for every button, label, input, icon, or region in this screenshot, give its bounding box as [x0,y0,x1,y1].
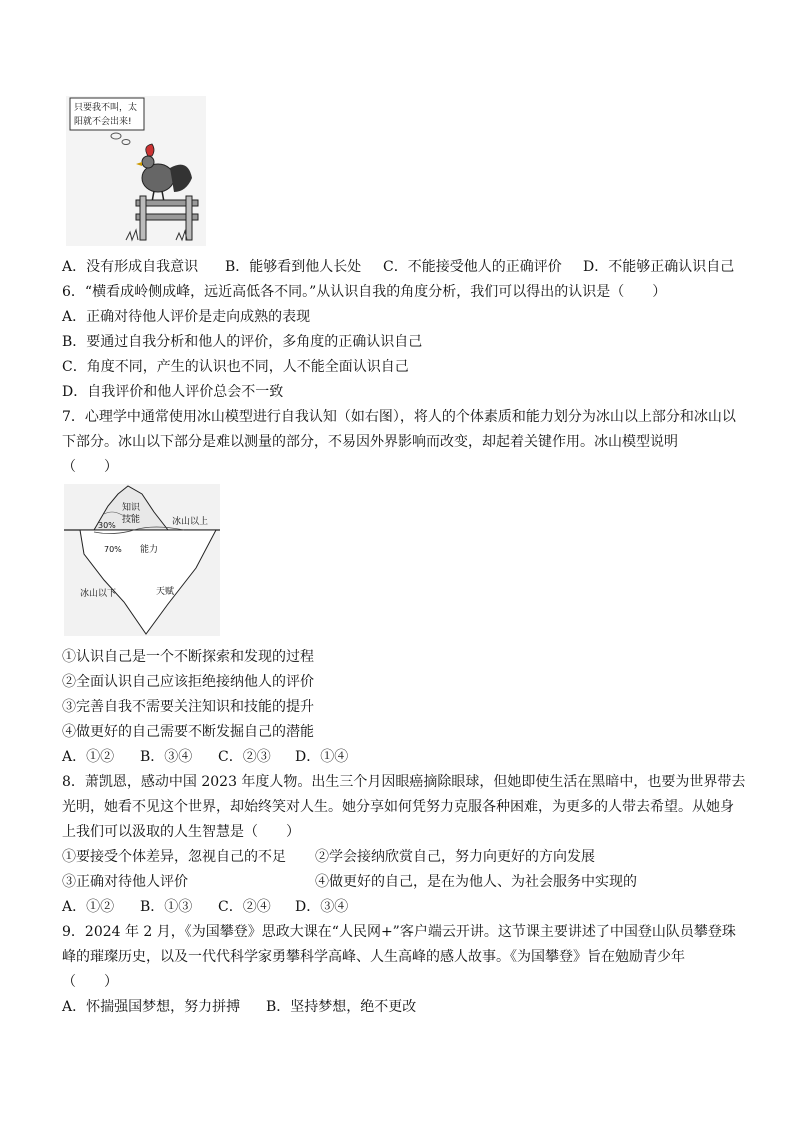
q6-stem: 6．“横看成岭侧成峰，远近高低各不同。”从认识自我的角度分析，我们可以得出的认识是（ ） [62,284,667,300]
iceberg-label-skill: 技能 [122,515,141,525]
q8-stem-line1: 8．萧凯恩，感动中国 2023 年度人物。出生三个月因眼癌摘除眼球，但她即使生活在黑暗中，也要为世界带去 [62,774,746,790]
q6-option-b: B．要通过自我分析和他人的评价，多角度的正确认识自己 [62,334,423,350]
q7-option-a: A．①② [62,749,115,765]
q9-answer-blank: （ ） [62,974,118,990]
q9-option-a: A．怀揣强国梦想，努力拼搏 [62,999,241,1015]
rooster-illustration [66,96,206,246]
q7-item-4: ④做更好的自己需要不断发掘自己的潜能 [62,724,314,740]
q7-item-1: ①认识自己是一个不断探索和发现的过程 [62,649,314,665]
q8-option-d: D．③④ [295,899,349,915]
q7-stem-line1: 7．心理学中通常使用冰山模型进行自我认知（如右图），将人的个体素质和能力划分为冰山以上部分和冰山以 [62,409,736,425]
q9-option-b: B．坚持梦想，绝不更改 [266,999,417,1015]
q7-option-d: D．①④ [295,749,349,765]
q8-option-a: A．①② [62,899,115,915]
q8-stem-line3: 上我们可以汲取的人生智慧是（ ） [62,824,300,840]
speech-bubble-line2: 阳就不会出来! [74,117,132,127]
q5-option-c: C．不能接受他人的正确评价 [383,259,562,275]
iceberg-label-ability: 能力 [140,545,159,555]
q5-option-b: B．能够看到他人长处 [225,259,362,275]
iceberg-label-30: 30% [98,521,116,530]
q8-option-c: C．②④ [218,899,271,915]
iceberg-label-knowledge: 知识 [122,503,141,513]
iceberg-label-above: 冰山以上 [172,517,209,527]
q8-item-3: ③正确对待他人评价 [62,874,188,890]
q7-stem-line2: 下部分。冰山以下部分是难以测量的部分，不易因外界影响而改变，却起着关键作用。冰山模型说明 [62,434,678,450]
q7-item-3: ③完善自我不需要关注知识和技能的提升 [62,699,314,715]
q8-stem-line2: 光明，她看不见这个世界，却始终笑对人生。她分享如何凭努力克服各种困难，为更多的人带去希望。从她身 [62,799,734,815]
q6-option-c: C．角度不同，产生的认识也不同，人不能全面认识自己 [62,359,409,375]
q9-stem-line1: 9．2024 年 2 月，《为国攀登》思政大课在“人民网+”客户端云开讲。这节课主要讲述了中国登山队员攀登珠 [62,924,736,940]
q6-option-a: A．正确对待他人评价是走向成熟的表现 [62,309,311,325]
q8-item-1: ①要接受个体差异，忽视自己的不足 [62,849,286,865]
iceberg-label-70: 70% [104,545,122,554]
q7-option-b: B．③④ [140,749,193,765]
speech-bubble-line1: 只要我不叫，太 [74,103,138,113]
q9-stem-line2: 峰的璀璨历史，以及一代代科学家勇攀科学高峰、人生高峰的感人故事。《为国攀登》旨在勉励青少年 [62,949,685,965]
iceberg-label-below: 冰山以下 [80,589,117,599]
iceberg-figure [64,484,220,636]
q8-item-2: ②学会接纳欣赏自己，努力向更好的方向发展 [315,849,595,865]
q8-option-b: B．①③ [140,899,193,915]
q5-option-a: A．没有形成自我意识 [62,259,199,275]
q5-option-d: D．不能够正确认识自己 [583,259,735,275]
q8-item-4: ④做更好的自己，是在为他人、为社会服务中实现的 [315,874,637,890]
iceberg-label-talent: 天赋 [156,587,175,597]
q7-item-2: ②全面认识自己应该拒绝接纳他人的评价 [62,674,314,690]
q6-option-d: D．自我评价和他人评价总会不一致 [62,384,284,400]
q7-answer-blank: （ ） [62,459,118,475]
q7-option-c: C．②③ [218,749,271,765]
